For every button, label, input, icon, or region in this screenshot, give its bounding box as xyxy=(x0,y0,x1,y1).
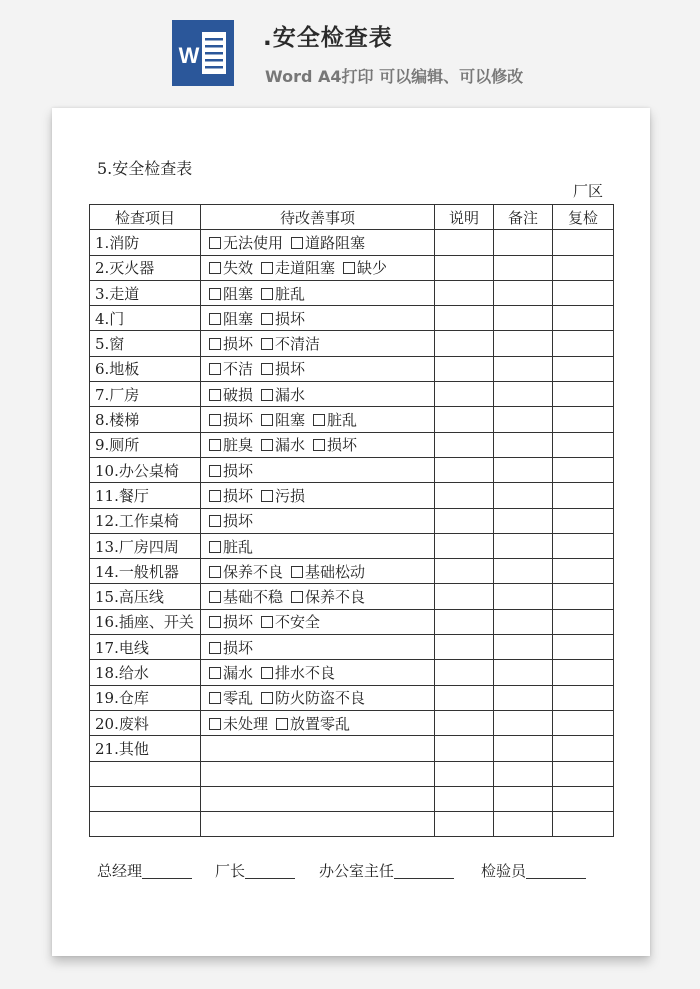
description-cell[interactable] xyxy=(435,685,494,710)
issue-option-label: 脏臭 xyxy=(223,436,254,455)
issue-options xyxy=(201,382,435,407)
description-cell[interactable] xyxy=(435,761,494,786)
recheck-cell[interactable] xyxy=(553,609,614,634)
issue-option-label: 基础不稳 xyxy=(223,588,284,607)
checkbox[interactable] xyxy=(209,642,221,654)
recheck-cell[interactable] xyxy=(553,382,614,407)
check-item xyxy=(90,786,201,811)
checkbox[interactable] xyxy=(209,313,221,325)
checkbox[interactable] xyxy=(261,313,273,325)
issue-option[interactable] xyxy=(261,434,305,455)
issue-options xyxy=(201,660,435,685)
remarks-cell[interactable] xyxy=(494,306,553,331)
safety-check-table xyxy=(89,204,614,837)
check-item: 8.楼梯 xyxy=(90,407,201,432)
checkbox[interactable] xyxy=(209,439,221,451)
issue-option[interactable] xyxy=(209,283,253,304)
checkbox[interactable] xyxy=(209,566,221,578)
issue-option-label: 损坏 xyxy=(223,638,254,657)
check-item xyxy=(90,761,201,786)
issue-options xyxy=(201,584,435,609)
recheck-cell[interactable] xyxy=(553,786,614,811)
description-cell[interactable] xyxy=(435,635,494,660)
issue-option[interactable] xyxy=(261,384,305,405)
table-row xyxy=(90,761,614,786)
issue-option[interactable] xyxy=(209,409,253,430)
signature-inspector: 检验员 xyxy=(481,860,586,881)
checkbox[interactable] xyxy=(209,389,221,401)
table-row xyxy=(90,533,614,558)
issue-option-label: 污损 xyxy=(275,486,306,505)
table-row xyxy=(90,508,614,533)
check-item: 18.给水 xyxy=(90,660,201,685)
issue-option[interactable] xyxy=(291,586,365,607)
issue-option[interactable] xyxy=(291,561,365,582)
table-header-row xyxy=(90,205,614,230)
header-item: 检查项目 xyxy=(90,205,201,230)
issue-option[interactable] xyxy=(261,687,365,708)
issue-options xyxy=(201,306,435,331)
remarks-cell[interactable] xyxy=(494,331,553,356)
issue-option[interactable] xyxy=(209,460,253,481)
description-cell[interactable] xyxy=(435,710,494,735)
table-row xyxy=(90,457,614,482)
checkbox[interactable] xyxy=(291,237,303,249)
recheck-cell[interactable] xyxy=(553,306,614,331)
checkbox[interactable] xyxy=(209,667,221,679)
issue-option-label: 防火防盗不良 xyxy=(275,689,366,708)
issue-option-label: 无法使用 xyxy=(223,233,284,252)
check-item: 9.厕所 xyxy=(90,432,201,457)
issue-option-label: 放置零乱 xyxy=(290,714,351,733)
issue-option[interactable] xyxy=(209,611,253,632)
table-row xyxy=(90,255,614,280)
issue-option-label: 走道阻塞 xyxy=(275,259,336,278)
checkbox[interactable] xyxy=(209,490,221,502)
issue-option-label: 失效 xyxy=(223,259,254,278)
recheck-cell[interactable] xyxy=(553,432,614,457)
checkbox[interactable] xyxy=(209,338,221,350)
issue-option[interactable] xyxy=(261,308,305,329)
issue-option[interactable] xyxy=(343,257,387,278)
recheck-cell[interactable] xyxy=(553,230,614,255)
issue-option[interactable] xyxy=(209,232,283,253)
issue-option-label: 不清洁 xyxy=(275,335,321,354)
issue-options xyxy=(201,761,435,786)
header-description: 说明 xyxy=(435,205,494,230)
recheck-cell[interactable] xyxy=(553,483,614,508)
checkbox[interactable] xyxy=(261,262,273,274)
issue-option[interactable] xyxy=(291,232,365,253)
description-cell[interactable] xyxy=(435,786,494,811)
check-item: 21.其他 xyxy=(90,736,201,761)
check-item xyxy=(90,812,201,837)
remarks-cell[interactable] xyxy=(494,483,553,508)
description-cell[interactable] xyxy=(435,483,494,508)
issue-option-label: 不安全 xyxy=(275,613,321,632)
issue-option-label: 漏水 xyxy=(275,385,306,404)
issue-option-label: 不洁 xyxy=(223,360,254,379)
recheck-cell[interactable] xyxy=(553,635,614,660)
remarks-cell[interactable] xyxy=(494,508,553,533)
issue-option[interactable] xyxy=(261,485,305,506)
header-issues: 待改善事项 xyxy=(201,205,435,230)
recheck-cell[interactable] xyxy=(553,255,614,280)
remarks-cell[interactable] xyxy=(494,407,553,432)
table-row xyxy=(90,306,614,331)
table-row xyxy=(90,382,614,407)
issue-option-label: 排水不良 xyxy=(275,663,336,682)
issue-option-label: 损坏 xyxy=(223,335,254,354)
issue-option[interactable] xyxy=(209,384,253,405)
check-item: 17.电线 xyxy=(90,635,201,660)
issue-option[interactable] xyxy=(209,434,253,455)
issue-option-label: 损坏 xyxy=(275,360,306,379)
issue-option-label: 脏乱 xyxy=(275,284,306,303)
recheck-cell[interactable] xyxy=(553,508,614,533)
recheck-cell[interactable] xyxy=(553,533,614,558)
issue-option[interactable] xyxy=(209,485,253,506)
checkbox[interactable] xyxy=(276,718,288,730)
description-cell[interactable] xyxy=(435,306,494,331)
check-item: 11.餐厅 xyxy=(90,483,201,508)
issue-option-label: 漏水 xyxy=(223,663,254,682)
signature-factory-director: 厂长 xyxy=(215,860,295,881)
table-row xyxy=(90,635,614,660)
checkbox[interactable] xyxy=(343,262,355,274)
word-logo-letter: W xyxy=(178,43,200,68)
header-remarks: 备注 xyxy=(494,205,553,230)
table-row xyxy=(90,230,614,255)
description-cell[interactable] xyxy=(435,609,494,634)
issue-option-label: 脏乱 xyxy=(327,411,358,430)
table-row xyxy=(90,609,614,634)
checkbox[interactable] xyxy=(261,490,273,502)
checkbox[interactable] xyxy=(291,591,303,603)
issue-option[interactable] xyxy=(313,409,357,430)
issue-options xyxy=(201,635,435,660)
check-item: 6.地板 xyxy=(90,356,201,381)
description-cell[interactable] xyxy=(435,660,494,685)
checkbox[interactable] xyxy=(209,262,221,274)
checkbox[interactable] xyxy=(209,288,221,300)
issue-option-label: 损坏 xyxy=(223,512,254,531)
issue-options xyxy=(201,356,435,381)
checkbox[interactable] xyxy=(261,363,273,375)
table-row xyxy=(90,331,614,356)
remarks-cell[interactable] xyxy=(494,280,553,305)
remarks-cell[interactable] xyxy=(494,584,553,609)
issue-options xyxy=(201,786,435,811)
issue-option[interactable] xyxy=(209,713,268,734)
description-cell[interactable] xyxy=(435,736,494,761)
issue-options xyxy=(201,710,435,735)
table-row xyxy=(90,736,614,761)
checkbox[interactable] xyxy=(261,389,273,401)
checkbox[interactable] xyxy=(261,439,273,451)
check-item: 3.走道 xyxy=(90,280,201,305)
check-item: 20.废料 xyxy=(90,710,201,735)
table-row xyxy=(90,786,614,811)
checkbox[interactable] xyxy=(291,566,303,578)
signature-office-director: 办公室主任 xyxy=(319,860,454,881)
header-recheck: 复检 xyxy=(553,205,614,230)
checkbox[interactable] xyxy=(209,616,221,628)
issue-option-label: 未处理 xyxy=(223,714,269,733)
table-row xyxy=(90,584,614,609)
issue-options xyxy=(201,457,435,482)
issue-options xyxy=(201,230,435,255)
issue-option-label: 阻塞 xyxy=(223,309,254,328)
remarks-cell[interactable] xyxy=(494,710,553,735)
issue-option[interactable] xyxy=(276,713,350,734)
remarks-cell[interactable] xyxy=(494,255,553,280)
description-cell[interactable] xyxy=(435,559,494,584)
checkbox[interactable] xyxy=(209,692,221,704)
remarks-cell[interactable] xyxy=(494,812,553,837)
remarks-cell[interactable] xyxy=(494,457,553,482)
area-label: 厂区 xyxy=(572,182,603,200)
issue-options xyxy=(201,508,435,533)
remarks-cell[interactable] xyxy=(494,356,553,381)
checkbox[interactable] xyxy=(209,515,221,527)
issue-option[interactable] xyxy=(209,333,253,354)
table-row xyxy=(90,559,614,584)
issue-option[interactable] xyxy=(209,687,253,708)
recheck-cell[interactable] xyxy=(553,559,614,584)
document-title: 5.安全检查表 xyxy=(97,159,193,178)
issue-option[interactable] xyxy=(209,637,253,658)
checkbox[interactable] xyxy=(261,414,273,426)
remarks-cell[interactable] xyxy=(494,432,553,457)
description-cell[interactable] xyxy=(435,508,494,533)
issue-option-label: 损坏 xyxy=(223,411,254,430)
table-row xyxy=(90,280,614,305)
table-row xyxy=(90,660,614,685)
issue-option[interactable] xyxy=(261,409,305,430)
issue-option[interactable] xyxy=(261,358,305,379)
remarks-cell[interactable] xyxy=(494,736,553,761)
description-cell[interactable] xyxy=(435,457,494,482)
recheck-cell[interactable] xyxy=(553,457,614,482)
recheck-cell[interactable] xyxy=(553,812,614,837)
issue-option-label: 阻塞 xyxy=(275,411,306,430)
description-cell[interactable] xyxy=(435,331,494,356)
checkbox[interactable] xyxy=(209,465,221,477)
check-item: 5.窗 xyxy=(90,331,201,356)
issue-option-label: 损坏 xyxy=(223,461,254,480)
issue-options xyxy=(201,533,435,558)
table-row xyxy=(90,710,614,735)
issue-option[interactable] xyxy=(261,283,305,304)
document-page xyxy=(52,108,650,956)
banner-subtitle: Word A4打印 可以编辑、可以修改 xyxy=(265,67,524,86)
issue-option[interactable] xyxy=(209,536,253,557)
checkbox[interactable] xyxy=(313,414,325,426)
issue-option[interactable] xyxy=(209,358,253,379)
check-item: 2.灭火器 xyxy=(90,255,201,280)
issue-options xyxy=(201,483,435,508)
issue-options xyxy=(201,432,435,457)
issue-options xyxy=(201,812,435,837)
check-item: 15.高压线 xyxy=(90,584,201,609)
checkbox[interactable] xyxy=(261,692,273,704)
issue-option[interactable] xyxy=(261,662,335,683)
recheck-cell[interactable] xyxy=(553,407,614,432)
table-row xyxy=(90,432,614,457)
issue-option-label: 缺少 xyxy=(357,259,388,278)
table-row xyxy=(90,356,614,381)
check-item: 1.消防 xyxy=(90,230,201,255)
issue-option-label: 损坏 xyxy=(223,486,254,505)
checkbox[interactable] xyxy=(261,338,273,350)
check-item: 19.仓库 xyxy=(90,685,201,710)
checkbox[interactable] xyxy=(209,718,221,730)
issue-option[interactable] xyxy=(261,333,320,354)
recheck-cell[interactable] xyxy=(553,584,614,609)
recheck-cell[interactable] xyxy=(553,761,614,786)
recheck-cell[interactable] xyxy=(553,331,614,356)
issue-options xyxy=(201,280,435,305)
remarks-cell[interactable] xyxy=(494,559,553,584)
issue-option-label: 基础松动 xyxy=(305,562,366,581)
issue-options xyxy=(201,736,435,761)
issue-option[interactable] xyxy=(209,662,253,683)
recheck-cell[interactable] xyxy=(553,280,614,305)
table-row xyxy=(90,407,614,432)
remarks-cell[interactable] xyxy=(494,635,553,660)
description-cell[interactable] xyxy=(435,407,494,432)
checkbox[interactable] xyxy=(261,288,273,300)
description-cell[interactable] xyxy=(435,432,494,457)
description-cell[interactable] xyxy=(435,382,494,407)
checkbox[interactable] xyxy=(313,439,325,451)
check-item: 4.门 xyxy=(90,306,201,331)
issue-options xyxy=(201,255,435,280)
issue-option[interactable] xyxy=(209,257,253,278)
issue-option[interactable] xyxy=(209,510,253,531)
issue-option-label: 损坏 xyxy=(327,436,358,455)
issue-option[interactable] xyxy=(209,561,283,582)
checkbox[interactable] xyxy=(209,591,221,603)
issue-option[interactable] xyxy=(261,611,320,632)
issue-options xyxy=(201,609,435,634)
issue-option[interactable] xyxy=(313,434,357,455)
issue-option-label: 脏乱 xyxy=(223,537,254,556)
issue-options xyxy=(201,559,435,584)
checkbox[interactable] xyxy=(261,616,273,628)
check-item: 7.厂房 xyxy=(90,382,201,407)
issue-options xyxy=(201,685,435,710)
remarks-cell[interactable] xyxy=(494,786,553,811)
remarks-cell[interactable] xyxy=(494,230,553,255)
description-cell[interactable] xyxy=(435,533,494,558)
issue-options xyxy=(201,407,435,432)
check-item: 14.一般机器 xyxy=(90,559,201,584)
table-row xyxy=(90,685,614,710)
check-item: 12.工作桌椅 xyxy=(90,508,201,533)
check-item: 10.办公桌椅 xyxy=(90,457,201,482)
description-cell[interactable] xyxy=(435,356,494,381)
issue-option-label: 损坏 xyxy=(275,309,306,328)
issue-option[interactable] xyxy=(209,586,283,607)
issue-option-label: 损坏 xyxy=(223,613,254,632)
table-row xyxy=(90,812,614,837)
check-item: 16.插座、开关 xyxy=(90,609,201,634)
issue-option[interactable] xyxy=(261,257,335,278)
checkbox[interactable] xyxy=(209,541,221,553)
issue-option-label: 道路阻塞 xyxy=(305,233,366,252)
issue-option[interactable] xyxy=(209,308,253,329)
signature-general-manager: 总经理 xyxy=(97,860,192,881)
remarks-cell[interactable] xyxy=(494,533,553,558)
description-cell[interactable] xyxy=(435,812,494,837)
checkbox[interactable] xyxy=(209,363,221,375)
recheck-cell[interactable] xyxy=(553,736,614,761)
recheck-cell[interactable] xyxy=(553,660,614,685)
remarks-cell[interactable] xyxy=(494,660,553,685)
description-cell[interactable] xyxy=(435,584,494,609)
remarks-cell[interactable] xyxy=(494,685,553,710)
issue-option-label: 阻塞 xyxy=(223,284,254,303)
issue-option-label: 漏水 xyxy=(275,436,306,455)
description-cell[interactable] xyxy=(435,230,494,255)
description-cell[interactable] xyxy=(435,255,494,280)
checkbox[interactable] xyxy=(261,667,273,679)
recheck-cell[interactable] xyxy=(553,356,614,381)
word-app-icon xyxy=(172,20,234,86)
remarks-cell[interactable] xyxy=(494,382,553,407)
issue-option-label: 零乱 xyxy=(223,689,254,708)
remarks-cell[interactable] xyxy=(494,609,553,634)
issue-option-label: 保养不良 xyxy=(223,562,284,581)
remarks-cell[interactable] xyxy=(494,761,553,786)
description-cell[interactable] xyxy=(435,280,494,305)
issue-option-label: 保养不良 xyxy=(305,588,366,607)
table-row xyxy=(90,483,614,508)
checkbox[interactable] xyxy=(209,237,221,249)
recheck-cell[interactable] xyxy=(553,685,614,710)
check-item: 13.厂房四周 xyxy=(90,533,201,558)
issue-options xyxy=(201,331,435,356)
checkbox[interactable] xyxy=(209,414,221,426)
issue-option-label: 破损 xyxy=(223,385,254,404)
recheck-cell[interactable] xyxy=(553,710,614,735)
banner-title: .安全检查表 xyxy=(263,25,393,51)
